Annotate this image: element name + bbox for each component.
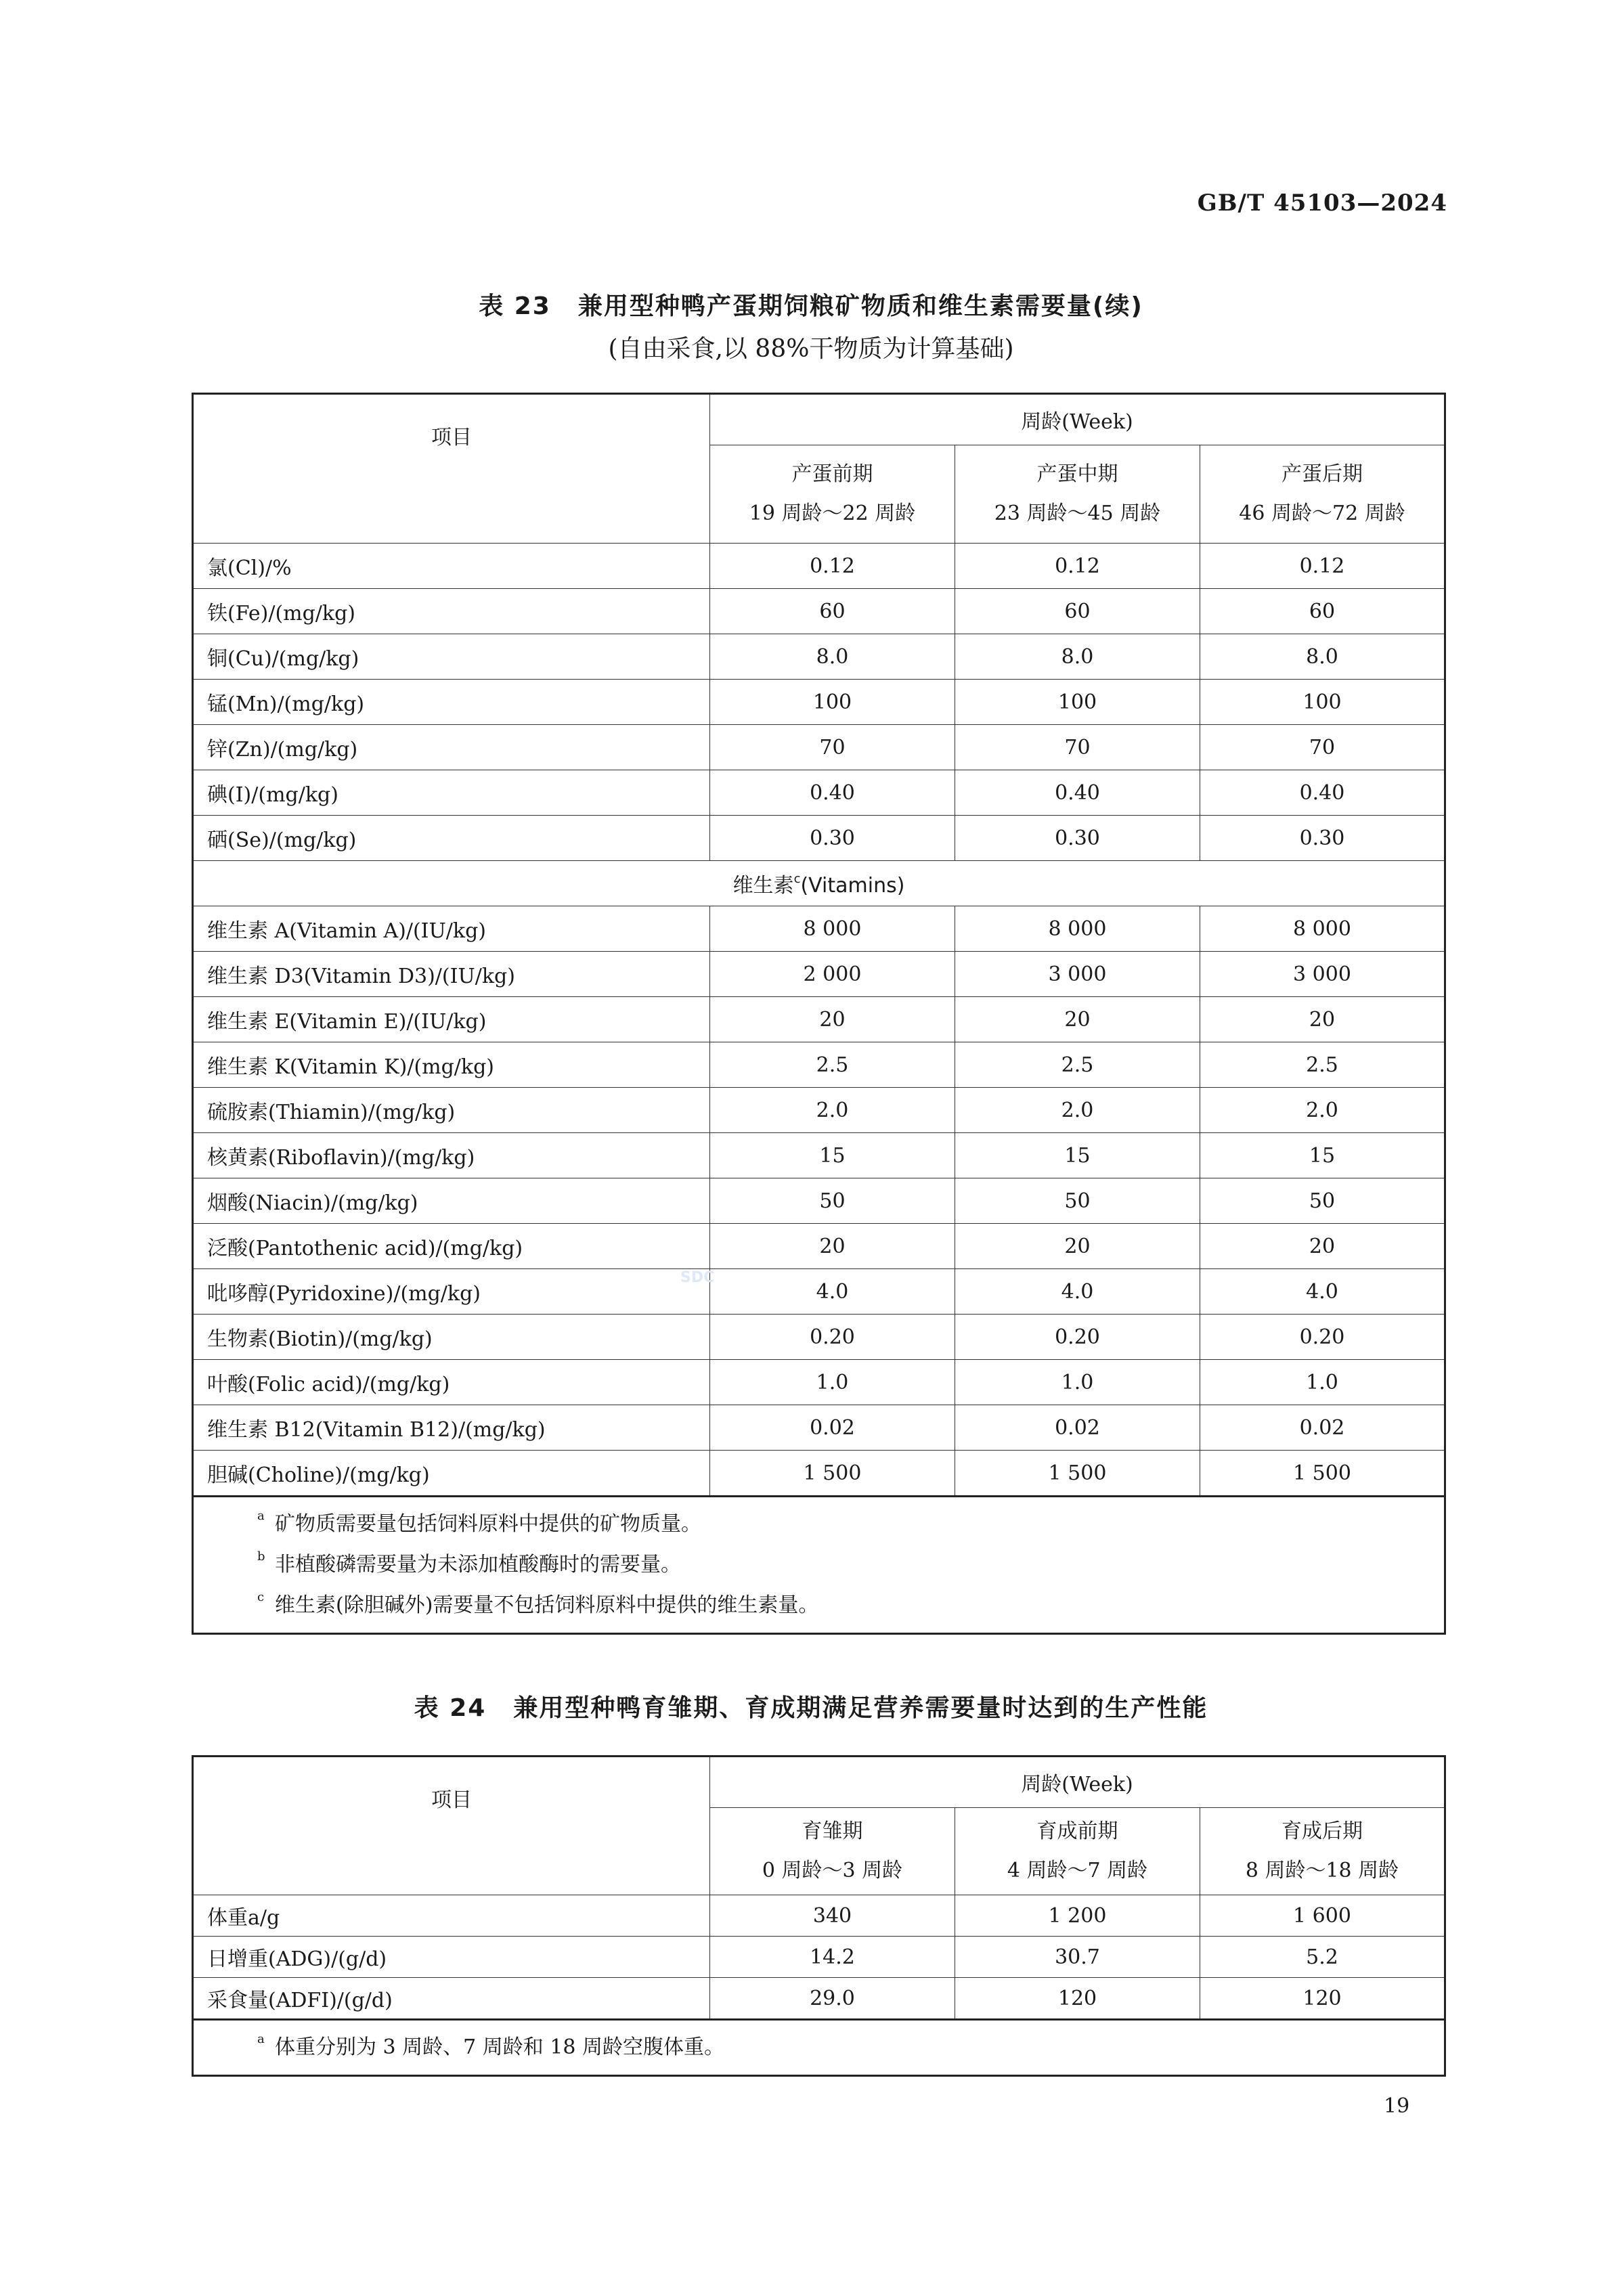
period-name: 产蛋后期 [1281,462,1363,486]
row-value: 120 [955,1978,1200,2020]
row-value: 8 000 [955,906,1200,952]
row-item-label: 氯(Cl)/% [193,544,710,589]
row-value: 0.12 [1200,544,1445,589]
row-value: 1 200 [955,1895,1200,1937]
footnote-text: 非植酸磷需要量为未添加植酸酶时的需要量。 [275,1553,681,1576]
row-value: 1 500 [710,1451,955,1497]
row-value: 15 [710,1133,955,1178]
table23-title: 兼用型种鸭产蛋期饲粮矿物质和维生素需要量(续) [577,292,1143,320]
row-value: 20 [1200,997,1445,1042]
row-value: 1.0 [955,1360,1200,1405]
table23-period-header [1200,445,1445,544]
row-value: 0.12 [955,544,1200,589]
row-item-label: 体重a/g [193,1895,710,1937]
table-row [193,1937,1445,1978]
row-value: 0.20 [1200,1315,1445,1360]
table-row [193,770,1445,816]
table24-period-header [1200,1808,1445,1895]
table-row [193,1178,1445,1224]
row-value: 20 [710,997,955,1042]
page-number: 19 [1384,2094,1410,2118]
row-value: 0.30 [710,816,955,861]
row-value: 120 [1200,1978,1445,2020]
table-row [193,997,1445,1042]
row-item-label: 锌(Zn)/(mg/kg) [193,725,710,770]
period-range: 23 周龄～45 周龄 [994,502,1161,525]
table24-rows [193,1895,1445,2020]
table-row [193,906,1445,952]
row-value: 2 000 [710,952,955,997]
footnote-mark: a [257,1509,265,1523]
table-row [193,1978,1445,2020]
table-row [193,1405,1445,1451]
row-value: 2.5 [1200,1042,1445,1088]
row-value: 1.0 [1200,1360,1445,1405]
table24-week-header: 周龄(Week) [710,1757,1445,1808]
row-value: 4.0 [710,1269,955,1315]
period-name: 产蛋中期 [1036,462,1118,486]
row-value: 70 [955,725,1200,770]
row-value: 15 [955,1133,1200,1178]
row-item-label: 维生素 B12(Vitamin B12)/(mg/kg) [193,1405,710,1451]
row-value: 1.0 [710,1360,955,1405]
row-value: 340 [710,1895,955,1937]
row-value: 4.0 [1200,1269,1445,1315]
footnote-mark: c [257,1590,265,1604]
row-value: 100 [955,680,1200,725]
table-row [193,1895,1445,1937]
table-row [193,544,1445,589]
table23-period-header [710,445,955,544]
table-row [193,1088,1445,1133]
period-name: 育成前期 [1036,1819,1118,1843]
table24-title: 兼用型种鸭育雏期、育成期满足营养需要量时达到的生产性能 [513,1694,1208,1722]
row-value: 70 [710,725,955,770]
footnote-text: 矿物质需要量包括饲料原料中提供的矿物质量。 [275,1512,701,1536]
footnote [194,2027,1444,2068]
table23-footnotes [193,1497,1445,1634]
row-value: 30.7 [955,1937,1200,1978]
table24-period-header [710,1808,955,1895]
period-name: 育雏期 [802,1819,863,1843]
row-value: 4.0 [955,1269,1200,1315]
row-value: 0.40 [1200,770,1445,816]
period-name: 育成后期 [1281,1819,1363,1843]
table-row [193,1360,1445,1405]
table23-vitamin-rows [193,906,1445,1497]
footnote [194,1504,1444,1545]
row-item-label: 叶酸(Folic acid)/(mg/kg) [193,1360,710,1405]
period-range: 4 周龄～7 周龄 [1007,1859,1148,1882]
row-value: 2.5 [710,1042,955,1088]
table-row [193,589,1445,634]
vitamin-section-header: 维生素$^c$(Vitamins) [193,861,1445,906]
row-value: 0.40 [710,770,955,816]
row-value: 3 000 [955,952,1200,997]
row-value: 0.40 [955,770,1200,816]
footnote-mark: a [257,2032,265,2046]
row-value: 8 000 [1200,906,1445,952]
row-value: 8.0 [955,634,1200,680]
table-row [193,725,1445,770]
table23-number: 表 23 [479,292,551,320]
row-item-label: 核黄素(Riboflavin)/(mg/kg) [193,1133,710,1178]
row-item-label: 锰(Mn)/(mg/kg) [193,680,710,725]
row-value: 0.02 [1200,1405,1445,1451]
row-value: 0.20 [710,1315,955,1360]
period-range: 8 周龄～18 周龄 [1245,1859,1399,1882]
row-value: 1 500 [1200,1451,1445,1497]
row-item-label: 生物素(Biotin)/(mg/kg) [193,1315,710,1360]
table23-caption [0,287,1622,322]
row-item-label: 维生素 D3(Vitamin D3)/(IU/kg) [193,952,710,997]
footnote [194,1545,1444,1585]
row-value: 5.2 [1200,1937,1445,1978]
table24-caption [0,1689,1622,1723]
row-item-label: 日增重(ADG)/(g/d) [193,1937,710,1978]
row-item-label: 硫胺素(Thiamin)/(mg/kg) [193,1088,710,1133]
table24-number: 表 24 [414,1694,487,1722]
table-row [193,680,1445,725]
table23-item-header: 项目 [193,394,710,544]
footnote-mark: b [257,1549,265,1564]
table24-item-header: 项目 [193,1757,710,1895]
row-value: 50 [1200,1178,1445,1224]
row-value: 1 600 [1200,1895,1445,1937]
table24 [192,1755,1446,2077]
row-value: 20 [710,1224,955,1269]
row-value: 1 500 [955,1451,1200,1497]
row-value: 100 [1200,680,1445,725]
row-item-label: 吡哆醇(Pyridoxine)/(mg/kg) [193,1269,710,1315]
watermark: SDC [680,1269,715,1286]
row-item-label: 铜(Cu)/(mg/kg) [193,634,710,680]
row-value: 60 [710,589,955,634]
row-value: 0.20 [955,1315,1200,1360]
row-value: 8.0 [710,634,955,680]
row-item-label: 维生素 E(Vitamin E)/(IU/kg) [193,997,710,1042]
row-value: 0.30 [1200,816,1445,861]
row-value: 2.5 [955,1042,1200,1088]
row-value: 29.0 [710,1978,955,2020]
table23-period-header [955,445,1200,544]
row-value: 60 [955,589,1200,634]
period-range: 0 周龄～3 周龄 [762,1859,903,1882]
table-row [193,816,1445,861]
row-value: 100 [710,680,955,725]
standard-code: GB/T 45103—2024 [1197,190,1447,217]
footnote-text: 维生素(除胆碱外)需要量不包括饲料原料中提供的维生素量。 [275,1593,819,1617]
table-row [193,634,1445,680]
row-item-label: 维生素 K(Vitamin K)/(mg/kg) [193,1042,710,1088]
table-row [193,1042,1445,1088]
table-row [193,1451,1445,1497]
row-value: 0.02 [710,1405,955,1451]
table-row [193,952,1445,997]
row-value: 2.0 [955,1088,1200,1133]
row-value: 50 [710,1178,955,1224]
row-value: 15 [1200,1133,1445,1178]
row-item-label: 烟酸(Niacin)/(mg/kg) [193,1178,710,1224]
period-range: 19 周龄～22 周龄 [749,502,916,525]
table-row [193,1133,1445,1178]
row-value: 50 [955,1178,1200,1224]
row-item-label: 铁(Fe)/(mg/kg) [193,589,710,634]
row-value: 0.30 [955,816,1200,861]
table24-footnotes [193,2020,1445,2076]
row-item-label: 泛酸(Pantothenic acid)/(mg/kg) [193,1224,710,1269]
row-item-label: 碘(I)/(mg/kg) [193,770,710,816]
row-value: 0.12 [710,544,955,589]
row-value: 3 000 [1200,952,1445,997]
row-value: 20 [1200,1224,1445,1269]
period-name: 产蛋前期 [791,462,873,486]
footnote [194,1585,1444,1626]
table23-week-header: 周龄(Week) [710,394,1445,445]
table23-mineral-rows [193,544,1445,861]
table23-subtitle: (自由采食,以 88%干物质为计算基础) [608,335,1014,363]
row-value: 2.0 [710,1088,955,1133]
period-range: 46 周龄～72 周龄 [1239,502,1405,525]
table24-period-header [955,1808,1200,1895]
row-item-label: 硒(Se)/(mg/kg) [193,816,710,861]
footnote-text: 体重分别为 3 周龄、7 周龄和 18 周龄空腹体重。 [275,2035,725,2059]
row-value: 60 [1200,589,1445,634]
table-row [193,1315,1445,1360]
row-value: 70 [1200,725,1445,770]
table-row [193,1269,1445,1315]
row-value: 8.0 [1200,634,1445,680]
row-value: 20 [955,1224,1200,1269]
row-value: 0.02 [955,1405,1200,1451]
row-value: 14.2 [710,1937,955,1978]
row-value: 2.0 [1200,1088,1445,1133]
row-item-label: 胆碱(Choline)/(mg/kg) [193,1451,710,1497]
row-value: 8 000 [710,906,955,952]
row-item-label: 采食量(ADFI)/(g/d) [193,1978,710,2020]
table23 [192,393,1446,1635]
row-item-label: 维生素 A(Vitamin A)/(IU/kg) [193,906,710,952]
row-value: 20 [955,997,1200,1042]
table-row [193,1224,1445,1269]
